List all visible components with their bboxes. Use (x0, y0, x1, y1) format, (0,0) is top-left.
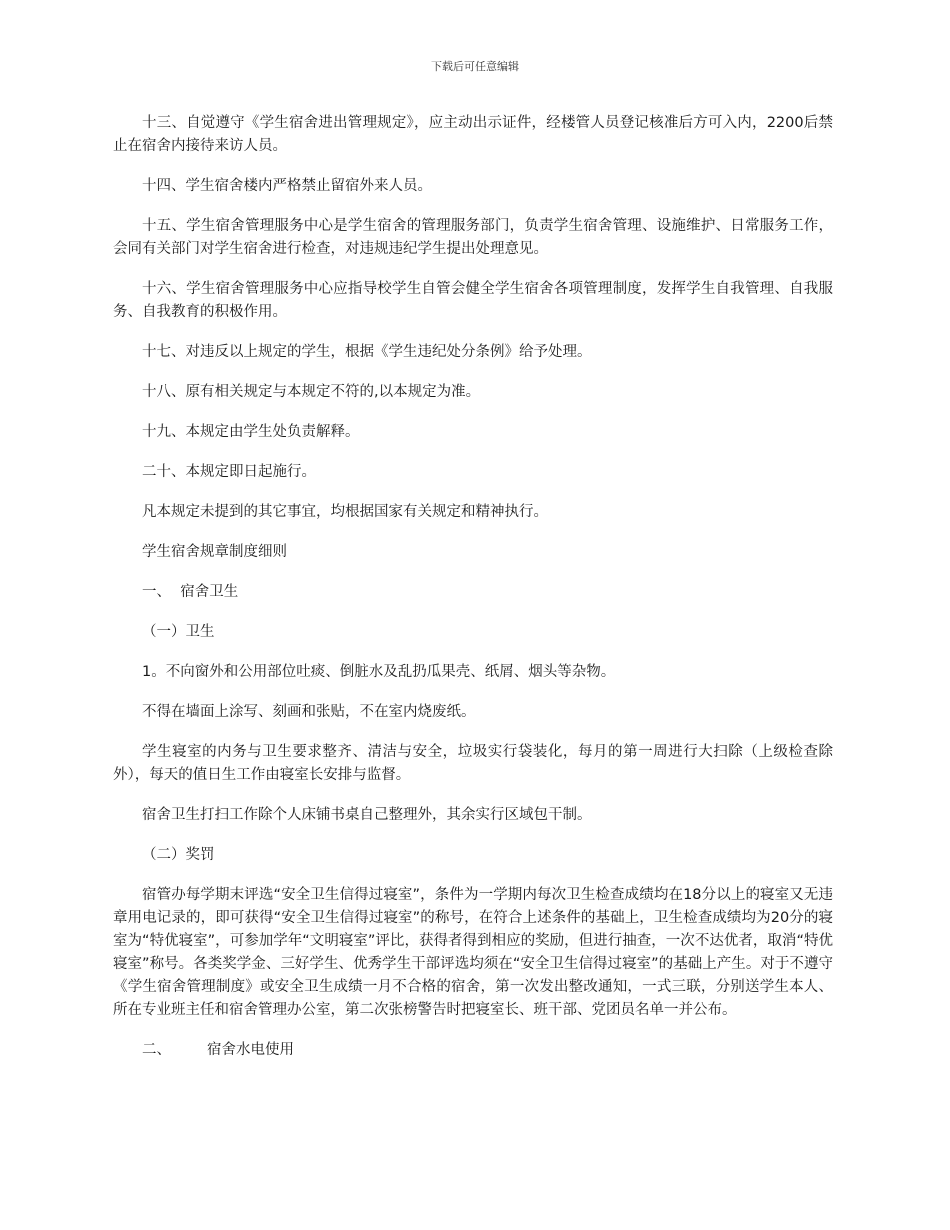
heading-dorm-hygiene: 一、 宿舍卫生 (142, 584, 239, 600)
heading-number: 二、 (142, 1042, 171, 1058)
subheading-rewards: （二）奖罚 (142, 847, 215, 863)
paragraph-rewards: 宿管办每学期末评选“安全卫生信得过寝室”，条件为一学期内每次卫生检查成绩均在18分以上的寝室又无违章用电记录的，即可获得“安全卫生信得过寝室”的称号，在符合上述条件的基础上，卫生检查成绩均为20分的寝室为“特优寝室”，可参加学年“文明寝室”评比，获得者得到相应的奖励，但进行抽查，一次不达优者，取消“特优寝室”称号。各类奖学金、三好学生、优秀学生干部评选均须在“安全卫生信得过寝室”的基础上产生。对于不遵守《学生宿舍管理制度》或安全卫生成绩一月不合格的宿舍，第一次发出整改通知，一式三联，分别送学生本人、所在专业班主任和宿舍管理办公室，第二次张榜警告时把寝室长、班干部、党团员名单一并公布。 (113, 887, 833, 1018)
heading-title: 宿舍水电使用 (207, 1042, 294, 1058)
paragraph-16: 十六、学生宿舍管理服务中心应指导校学生自管会健全学生宿舍各项管理制度，发挥学生自我管理、自我服务、自我教育的积极作用。 (113, 281, 833, 320)
paragraph-hygiene-3: 学生寝室的内务与卫生要求整齐、清洁与安全，垃圾实行袋装化，每月的第一周进行大扫除（上级检查除外），每天的值日生工作由寝室长安排与监督。 (113, 744, 833, 783)
section-title-rules: 学生宿舍规章制度细则 (142, 544, 287, 560)
page-header-note: 下载后可任意编辑 (431, 60, 519, 73)
paragraph-18: 十八、原有相关规定与本规定不符的,以本规定为准。 (142, 384, 481, 400)
paragraph-other-matters: 凡本规定未提到的其它事宜，均根据国家有关规定和精神执行。 (142, 504, 548, 520)
paragraph-13: 十三、自觉遵守《学生宿舍进出管理规定》，应主动出示证件，经楼管人员登记核准后方可入内，2200后禁止在宿舍内接待来访人员。 (113, 115, 833, 154)
paragraph-17: 十七、对违反以上规定的学生，根据《学生违纪处分条例》给予处理。 (142, 344, 592, 360)
paragraph-hygiene-2: 不得在墙面上涂写、刻画和张贴，不在室内烧废纸。 (142, 704, 476, 720)
heading-water-electricity (113, 1039, 833, 1062)
subheading-hygiene: （一）卫生 (142, 624, 215, 640)
document-body (113, 112, 833, 1079)
paragraph-hygiene-4: 宿舍卫生打扫工作除个人床铺书桌自己整理外，其余实行区域包干制。 (142, 807, 592, 823)
paragraph-14: 十四、学生宿舍楼内严格禁止留宿外来人员。 (142, 178, 432, 194)
paragraph-20: 二十、本规定即日起施行。 (142, 464, 316, 480)
paragraph-19: 十九、本规定由学生处负责解释。 (142, 424, 360, 440)
paragraph-15: 十五、学生宿舍管理服务中心是学生宿舍的管理服务部门，负责学生宿舍管理、设施维护、日常服务工作，会同有关部门对学生宿舍进行检查，对违规违纪学生提出处理意见。 (113, 218, 833, 257)
paragraph-hygiene-1: 1。不向窗外和公用部位吐痰、倒脏水及乱扔瓜果壳、纸屑、烟头等杂物。 (142, 664, 616, 680)
